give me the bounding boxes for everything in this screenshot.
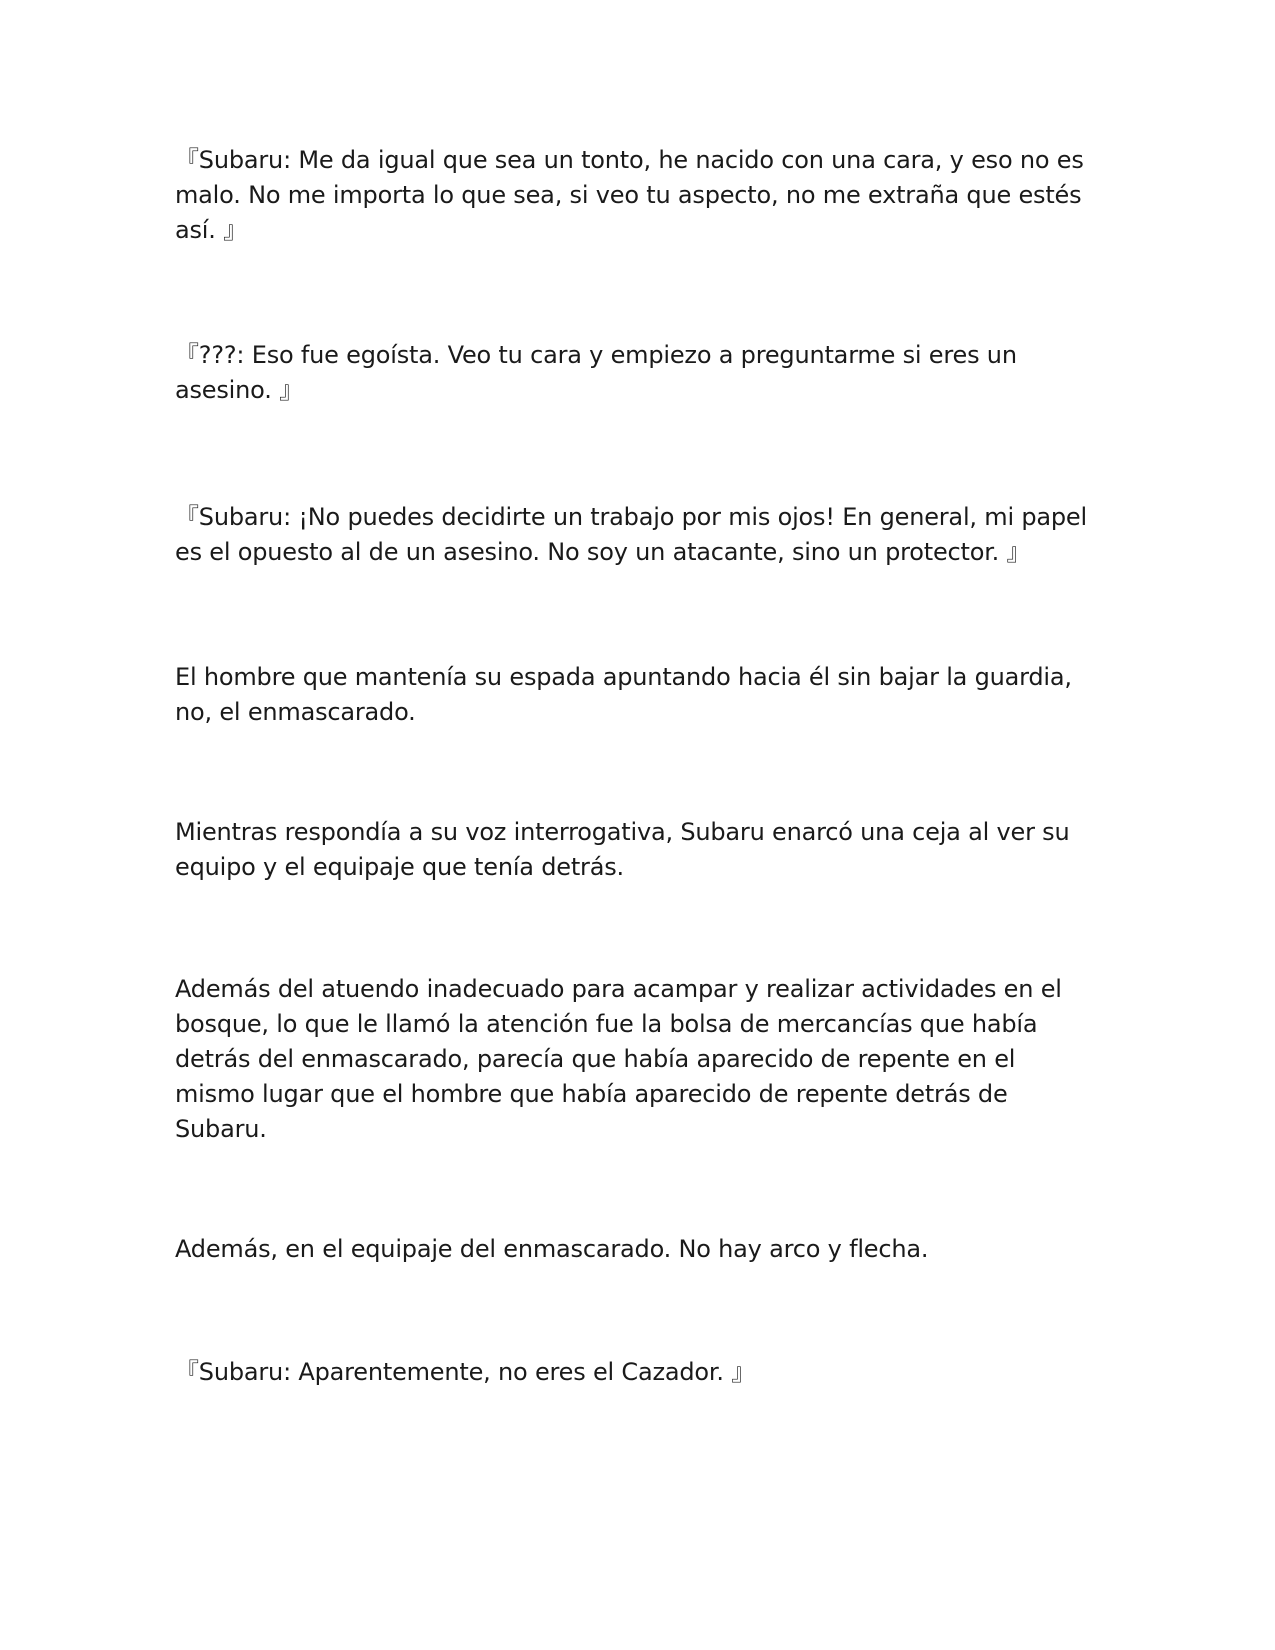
paragraph-subaru-1: 『Subaru: Me da igual que sea un tonto, he nacido con una cara, y eso no es malo. No me importa lo que sea, si veo tu aspecto, no me extraña que estés así. 』 [175, 146, 1084, 244]
paragraph-subaru-2: 『Subaru: ¡No puedes decidirte un trabajo por mis ojos! En general, mi papel es el opuesto al de un asesino. No soy un atacante, sino un protector. 』 [175, 503, 1087, 566]
paragraph-narration-4: Además, en el equipaje del enmascarado. No hay arco y flecha. [175, 1235, 929, 1263]
paragraph-narration-1: El hombre que mantenía su espada apuntando hacia él sin bajar la guardia, no, el enmascarado. [175, 663, 1072, 726]
paragraph-narration-2: Mientras respondía a su voz interrogativa, Subaru enarcó una ceja al ver su equipo y el equipaje que tenía detrás. [175, 818, 1070, 881]
paragraph-narration-3: Además del atuendo inadecuado para acampar y realizar actividades en el bosque, lo que le llamó la atención fue la bolsa de mercancías que había detrás del enmascarado, parecía que había aparecido de repente en el mismo lugar que el hombre que había aparecido de repente detrás de Subaru. [175, 975, 1062, 1143]
paragraph-subaru-3: 『Subaru: Aparentemente, no eres el Cazador. 』 [175, 1358, 756, 1386]
paragraph-unknown-speaker: 『???: Eso fue egoísta. Veo tu cara y empiezo a preguntarme si eres un asesino. 』 [175, 341, 1017, 404]
